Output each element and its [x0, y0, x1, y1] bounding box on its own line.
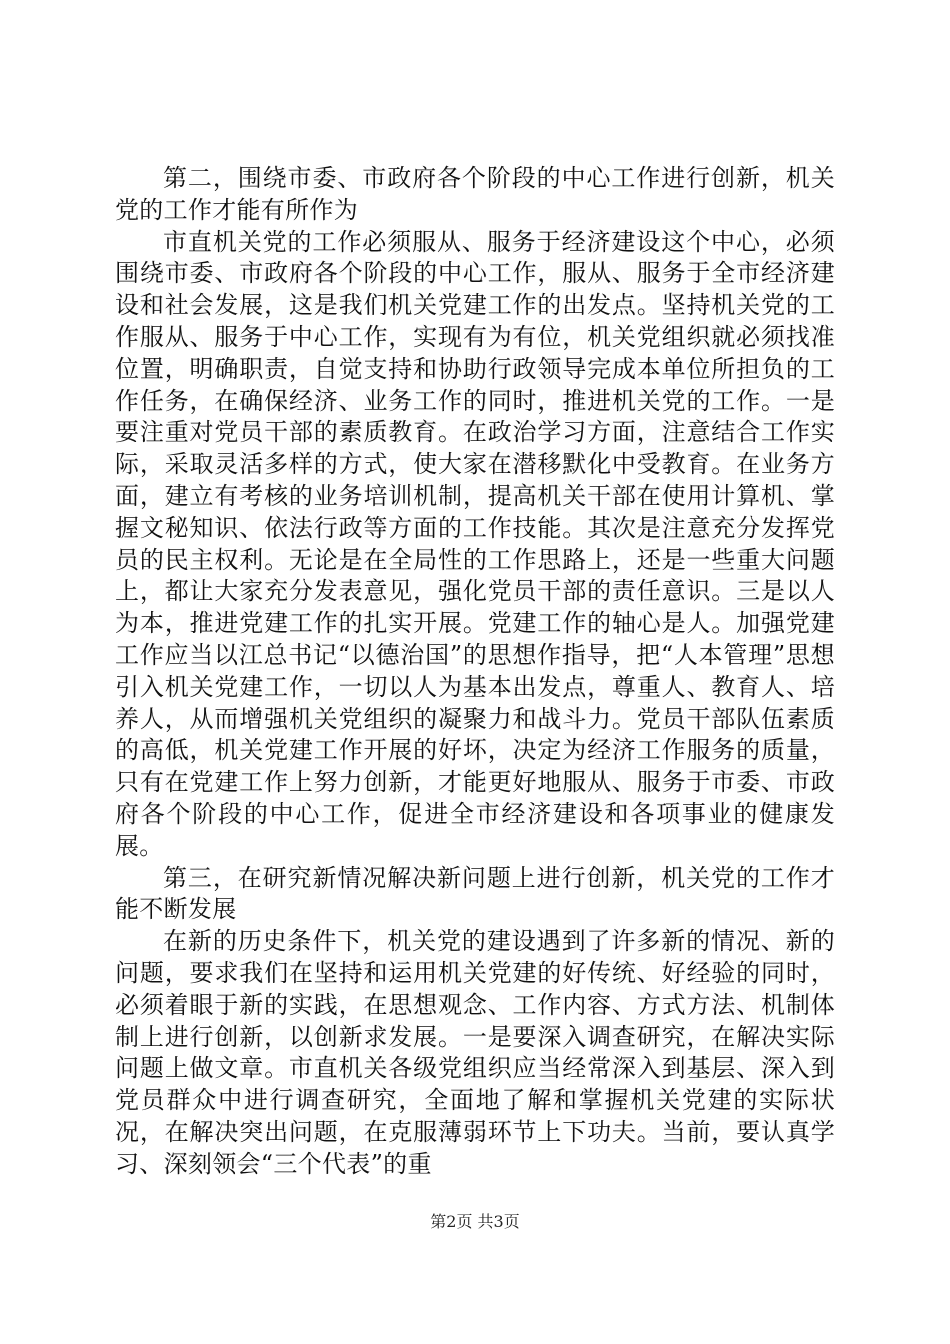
- body-paragraph: 在新的历史条件下，机关党的建设遇到了许多新的情况、新的问题，要求我们在坚持和运用机关党建的好传统、好经验的同时，必须着眼于新的实践，在思想观念、工作内容、方式方法、机制体制上进行创新，以创新求发展。一是要深入调查研究，在解决实际问题上做文章。市直机关各级党组织应当经常深入到基层、深入到党员群众中进行调查研究，全面地了解和掌握机关党建的实际状况，在解决突出问题，在克服薄弱环节上下功夫。当前，要认真学习、深刻领会“三个代表”的重: [115, 927, 835, 1178]
- document-body: [115, 163, 835, 1181]
- section-heading-third: 第三，在研究新情况解决新问题上进行创新，机关党的工作才能不断发展: [115, 863, 835, 924]
- body-paragraph: 市直机关党的工作必须服从、服务于经济建设这个中心，必须围绕市委、市政府各个阶段的中心工作，服从、服务于全市经济建设和社会发展，这是我们机关党建工作的出发点。坚持机关党的工作服从、服务于中心工作，实现有为有位，机关党组织就必须找准位置，明确职责，自觉支持和协助行政领导完成本单位所担负的工作任务，在确保经济、业务工作的同时，推进机关党的工作。一是要注重对党员干部的素质教育。在政治学习方面，注意结合工作实际，采取灵活多样的方式，使大家在潜移默化中受教育。在业务方面，建立有考核的业务培训机制，提高机关干部在使用计算机、掌握文秘知识、依法行政等方面的工作技能。其次是注意充分发挥党员的民主权利。无论是在全局性的工作思路上，还是一些重大问题上，都让大家充分发表意见，强化党员干部的责任意识。三是以人为本，推进党建工作的扎实开展。党建工作的轴心是人。加强党建工作应当以江总书记“以德治国”的思想作指导，把“人本管理”思想引入机关党建工作，一切以人为基本出发点，尊重人、教育人、培养人，从而增强机关党组织的凝聚力和战斗力。党员干部队伍素质的高低，机关党建工作开展的好坏，决定为经济工作服务的质量，只有在党建工作上努力创新，才能更好地服从、服务于市委、市政府各个阶段的中心工作，促进全市经济建设和各项事业的健康发展。: [115, 227, 835, 860]
- page-number-footer: 第2页 共3页: [430, 1212, 520, 1231]
- section-heading-second: 第二，围绕市委、市政府各个阶段的中心工作进行创新，机关党的工作才能有所作为: [115, 164, 835, 224]
